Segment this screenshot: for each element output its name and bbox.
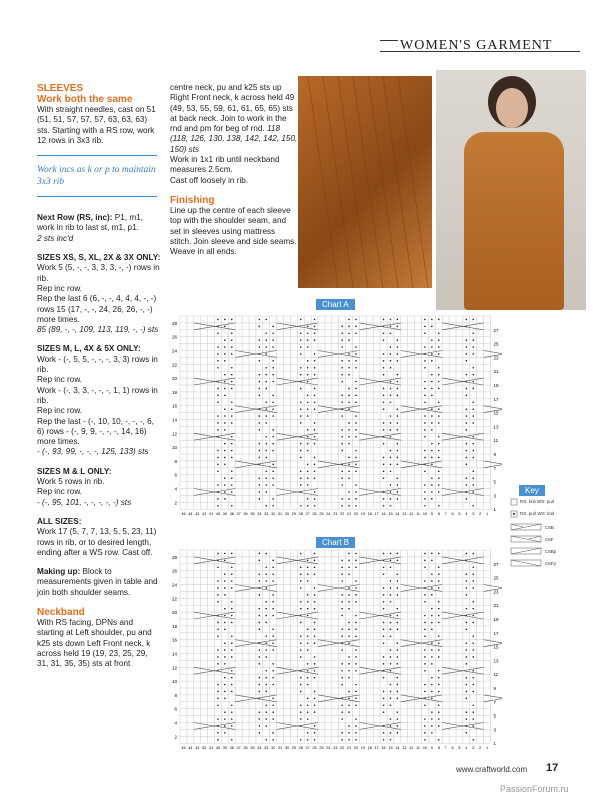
finishing-text: Line up the centre of each sleeve top with the shoulder seam, and set in sleeves using mattress stitch. Join sleeve and side seams. Weave in all ends. bbox=[170, 205, 297, 257]
col-label: 9 bbox=[430, 746, 433, 750]
model-photo bbox=[436, 70, 586, 310]
col-label: 8 bbox=[437, 512, 440, 517]
sizes1-text3: Rep the last 6 (6, -, -, 4, 4, 4, -, -) rows 15 (17, -, -, 24, 26, 26, -, -) more times. bbox=[37, 294, 157, 324]
col-label: 11 bbox=[416, 512, 421, 517]
sleeves-title: SLEEVES bbox=[37, 83, 84, 94]
row-label-left: 6 bbox=[174, 472, 177, 478]
row-label-right: 7 bbox=[493, 465, 497, 471]
row-label-right: 1 bbox=[493, 741, 497, 747]
key-title: Key bbox=[519, 485, 545, 496]
row-label-left: 16 bbox=[171, 637, 177, 643]
row-label-left: 16 bbox=[171, 403, 177, 409]
col-label: 9 bbox=[430, 512, 433, 517]
col-label: 40 bbox=[215, 746, 221, 750]
neckband-text: With RS facing, DPNs and starting at Left shoulder, pu and k25 sts down Left Front neck, k across held 19 (19, 23, 25, 29, 31, 31, 35, 35) sts at front bbox=[37, 617, 152, 669]
row-label-left: 10 bbox=[171, 445, 177, 451]
col-label: 19 bbox=[360, 746, 365, 750]
row-label-right: 15 bbox=[493, 410, 499, 416]
sizes3-text1: Work 5 rows in rib. bbox=[37, 477, 105, 487]
col-label: 7 bbox=[444, 746, 447, 750]
col-label: 17 bbox=[374, 746, 379, 750]
next-row-label: Next Row (RS, inc): bbox=[37, 213, 113, 223]
col-label: 44 bbox=[188, 746, 193, 750]
col-label: 24 bbox=[326, 746, 331, 750]
col-label: 35 bbox=[250, 512, 255, 517]
col-label: 12 bbox=[409, 746, 414, 750]
chart-a-title: Chart A bbox=[316, 299, 355, 310]
col-label: 40 bbox=[215, 512, 221, 517]
key-item-c6b: C6B bbox=[545, 525, 554, 530]
section-title: WOMEN'S GARMENT bbox=[400, 38, 553, 53]
col-label: 32 bbox=[271, 746, 276, 750]
col-label: 41 bbox=[208, 746, 214, 750]
col-label: 5 bbox=[458, 746, 461, 750]
row-label-left: 12 bbox=[171, 665, 177, 671]
row-label-right: 23 bbox=[493, 355, 499, 361]
row-label-left: 28 bbox=[171, 554, 177, 560]
finishing-title: Finishing bbox=[170, 194, 215, 206]
row-label-right: 9 bbox=[493, 452, 497, 457]
mid-text1-count: 118 (118, 126, 130, 138, 142, 142, 150, 150) sts bbox=[170, 124, 298, 154]
col-label: 36 bbox=[243, 746, 248, 750]
row-label-right: 3 bbox=[493, 727, 497, 733]
col-label: 1 bbox=[485, 512, 489, 517]
key-item-c6f: C6F bbox=[545, 537, 554, 542]
row-label-left: 4 bbox=[174, 486, 177, 492]
col-label: 32 bbox=[271, 512, 276, 517]
col-label: 42 bbox=[202, 512, 207, 517]
callout-text: Work incs as k or p to maintain 3x3 rib bbox=[37, 165, 156, 188]
col-label: 33 bbox=[264, 512, 269, 517]
mid-text1-main: centre neck, pu and k25 sts up Right Front neck, k across held 49 (49, 53, 55, 59, 61, 61, 65, 65) sts at back neck. Join to work in the rnd and pm for beg of rnd. bbox=[170, 83, 295, 134]
row-label-right: 5 bbox=[493, 479, 497, 485]
row-label-right: 27 bbox=[493, 327, 499, 333]
col-label: 37 bbox=[236, 746, 241, 750]
col-label: 45 bbox=[181, 512, 186, 517]
row-label-right: 1 bbox=[493, 507, 497, 513]
row-label-right: 5 bbox=[493, 713, 497, 719]
sizes1-text1: Work 5 (5, -, -, 3, 3, 3, -, -) rows in rib. bbox=[37, 263, 160, 283]
col-label: 20 bbox=[353, 746, 359, 750]
col-label: 10 bbox=[422, 512, 428, 517]
making-up-label: Making up: bbox=[37, 567, 81, 577]
col-label: 39 bbox=[222, 512, 227, 517]
row-label-left: 2 bbox=[174, 500, 177, 506]
sweater-detail-photo bbox=[298, 76, 432, 288]
key-item-purl: RS: purl WS: knit bbox=[520, 511, 555, 516]
sizes2-text2: Rep inc row. bbox=[37, 375, 83, 385]
col-label: 21 bbox=[346, 512, 352, 517]
col-label: 27 bbox=[305, 746, 310, 750]
row-label-right: 3 bbox=[493, 493, 497, 499]
next-row-text: P1, m1, work in rib to last st, m1, p1. bbox=[37, 213, 144, 233]
left-column bbox=[37, 83, 161, 669]
callout-rule-top bbox=[37, 155, 157, 156]
row-label-right: 17 bbox=[493, 396, 499, 402]
col-label: 26 bbox=[312, 512, 317, 517]
col-label: 5 bbox=[458, 512, 461, 517]
chart-key bbox=[507, 485, 587, 575]
row-label-left: 20 bbox=[171, 610, 177, 616]
row-label-right: 25 bbox=[493, 575, 499, 581]
col-label: 34 bbox=[257, 512, 262, 517]
col-label: 16 bbox=[381, 746, 386, 750]
next-row-count: 2 sts inc'd bbox=[37, 233, 74, 243]
row-label-left: 4 bbox=[174, 720, 177, 726]
row-label-right: 9 bbox=[493, 686, 497, 691]
col-label: 39 bbox=[222, 746, 227, 750]
col-label: 41 bbox=[208, 512, 214, 517]
row-label-right: 21 bbox=[493, 603, 499, 609]
col-label: 10 bbox=[422, 746, 428, 750]
col-label: 15 bbox=[388, 746, 393, 750]
col-label: 21 bbox=[346, 746, 352, 750]
col-label: 4 bbox=[465, 746, 468, 750]
col-label: 43 bbox=[195, 512, 200, 517]
col-label: 16 bbox=[381, 512, 386, 517]
col-label: 14 bbox=[395, 746, 400, 750]
sizes2-text4: Rep inc row. bbox=[37, 406, 83, 416]
all-sizes-text: Work 17 (5, 7, 7, 13, 5, 5, 23, 11) rows in rib, or to desired length, ending after a WS row. Cast off. bbox=[37, 527, 157, 557]
col-label: 31 bbox=[277, 512, 283, 517]
col-label: 45 bbox=[181, 746, 186, 750]
sizes2-title: SIZES M, L, 4X & 5X ONLY: bbox=[37, 344, 141, 354]
col-label: 31 bbox=[277, 746, 283, 750]
row-label-left: 14 bbox=[171, 651, 177, 657]
row-label-left: 24 bbox=[171, 582, 177, 588]
row-label-left: 24 bbox=[171, 348, 177, 354]
sizes1-count: 85 (89, -, -, 109, 113, 119, -, -) sts bbox=[37, 325, 159, 335]
col-label: 6 bbox=[451, 746, 454, 750]
col-label: 17 bbox=[374, 512, 379, 517]
page-number: 17 bbox=[546, 762, 559, 774]
col-label: 38 bbox=[229, 746, 234, 750]
col-label: 29 bbox=[291, 512, 296, 517]
col-label: 24 bbox=[326, 512, 331, 517]
key-item-c6fp: C6Fp bbox=[545, 561, 557, 566]
col-label: 19 bbox=[360, 512, 365, 517]
footer-site: www.craftworld.com bbox=[456, 765, 528, 774]
row-label-right: 25 bbox=[493, 341, 499, 347]
sizes1-text2: Rep inc row. bbox=[37, 283, 83, 293]
col-label: 22 bbox=[340, 512, 345, 517]
neckband-title: Neckband bbox=[37, 606, 85, 618]
col-label: 3 bbox=[472, 512, 475, 517]
col-label: 28 bbox=[298, 512, 303, 517]
col-label: 22 bbox=[340, 746, 345, 750]
middle-column bbox=[170, 83, 298, 257]
col-label: 35 bbox=[250, 746, 255, 750]
col-label: 18 bbox=[367, 512, 372, 517]
col-label: 2 bbox=[479, 746, 482, 750]
row-label-left: 18 bbox=[171, 389, 177, 395]
row-label-right: 15 bbox=[493, 644, 499, 650]
watermark: PassionForum.ru bbox=[500, 784, 569, 794]
col-label: 12 bbox=[409, 512, 414, 517]
col-label: 14 bbox=[395, 512, 400, 517]
col-label: 13 bbox=[402, 512, 407, 517]
header-rule bbox=[380, 51, 580, 52]
col-label: 30 bbox=[284, 512, 290, 517]
mid-text2: Work in 1x1 rib until neckband measures 2.5cm. bbox=[170, 155, 280, 175]
row-label-right: 23 bbox=[493, 589, 499, 595]
row-label-left: 2 bbox=[174, 734, 177, 740]
sizes2-text5: Rep the last - (-, 10, 10, -, -, -, 6, 6) rows - (-, 9, 9, -, -, -, 14, 16) more times. bbox=[37, 416, 154, 447]
col-label: 7 bbox=[444, 512, 447, 517]
next-row-para bbox=[37, 213, 161, 244]
col-label: 25 bbox=[319, 512, 324, 517]
col-label: 20 bbox=[353, 512, 359, 517]
col-label: 15 bbox=[388, 512, 393, 517]
chart-b-title: Chart B bbox=[316, 537, 355, 548]
row-label-left: 14 bbox=[171, 417, 177, 423]
mid-text1 bbox=[170, 83, 298, 155]
col-label: 1 bbox=[485, 746, 489, 750]
row-label-right: 17 bbox=[493, 630, 499, 636]
row-label-right: 27 bbox=[493, 561, 499, 567]
callout-rule-bottom bbox=[37, 196, 157, 197]
row-label-left: 18 bbox=[171, 623, 177, 629]
sizes3-count: - (-, 95, 101, -, -, -, -, -) sts bbox=[37, 497, 132, 507]
sizes1-title: SIZES XS, S, XL, 2X & 3X ONLY: bbox=[37, 253, 161, 263]
sleeves-subtitle: Work both the same bbox=[37, 94, 133, 105]
col-label: 4 bbox=[465, 512, 468, 517]
row-label-left: 22 bbox=[171, 596, 177, 602]
row-label-right: 19 bbox=[493, 383, 499, 388]
row-label-left: 22 bbox=[171, 362, 177, 368]
sleeves-text: With straight needles, cast on 51 (51, 51, 57, 57, 57, 63, 63, 63) sts. Starting with a RS row, work 12 rows in 3x3 rib. bbox=[37, 105, 156, 145]
col-label: 42 bbox=[202, 746, 207, 750]
col-label: 6 bbox=[451, 512, 454, 517]
row-label-right: 13 bbox=[493, 424, 499, 430]
sizes3-text2: Rep inc row. bbox=[37, 487, 83, 497]
col-label: 11 bbox=[416, 746, 421, 750]
col-label: 37 bbox=[236, 512, 241, 517]
row-label-right: 7 bbox=[493, 699, 497, 705]
key-item-knit: RS: knit WS: purl bbox=[520, 499, 555, 504]
sizes3-title: SIZES M & L ONLY: bbox=[37, 466, 112, 476]
row-label-right: 11 bbox=[493, 672, 499, 678]
col-label: 18 bbox=[367, 746, 372, 750]
col-label: 36 bbox=[243, 512, 248, 517]
col-label: 23 bbox=[333, 512, 338, 517]
col-label: 38 bbox=[229, 512, 234, 517]
col-label: 34 bbox=[257, 746, 262, 750]
chart-a bbox=[166, 310, 502, 525]
making-up-para bbox=[37, 567, 161, 598]
row-label-right: 13 bbox=[493, 658, 499, 664]
making-up-text: Block to measurements given in table and join both shoulder seams. bbox=[37, 567, 158, 597]
header-rule-short bbox=[380, 40, 398, 41]
sizes2-count: - (-, 93, 99, -, -, -, 125, 133) sts bbox=[37, 447, 149, 457]
sizes2-text1: Work - (-, 5, 5, -, -, -, 3, 3) rows in rib. bbox=[37, 354, 158, 375]
col-label: 2 bbox=[479, 512, 482, 517]
row-label-left: 26 bbox=[171, 568, 177, 574]
chart-b bbox=[166, 548, 502, 750]
key-item-c6bp: C6Bp bbox=[545, 549, 557, 554]
row-label-left: 12 bbox=[171, 431, 177, 437]
row-label-left: 8 bbox=[174, 692, 177, 698]
col-label: 30 bbox=[284, 746, 290, 750]
col-label: 43 bbox=[195, 746, 200, 750]
col-label: 3 bbox=[472, 746, 475, 750]
col-label: 25 bbox=[319, 746, 324, 750]
row-label-right: 11 bbox=[493, 438, 499, 444]
col-label: 33 bbox=[264, 746, 269, 750]
col-label: 44 bbox=[188, 512, 193, 517]
row-label-right: 19 bbox=[493, 617, 499, 622]
col-label: 28 bbox=[298, 746, 303, 750]
row-label-left: 26 bbox=[171, 334, 177, 340]
row-label-left: 8 bbox=[174, 458, 177, 464]
sizes2-text3: Work - (-, 3, 3, -, -, -, 1, 1) rows in rib. bbox=[37, 385, 158, 405]
row-label-left: 20 bbox=[171, 376, 177, 382]
col-label: 29 bbox=[291, 746, 296, 750]
row-label-right: 21 bbox=[493, 369, 499, 375]
row-label-left: 28 bbox=[171, 320, 177, 326]
row-label-left: 10 bbox=[171, 679, 177, 685]
col-label: 26 bbox=[312, 746, 317, 750]
col-label: 27 bbox=[305, 512, 310, 517]
row-label-left: 6 bbox=[174, 706, 177, 712]
col-label: 13 bbox=[402, 746, 407, 750]
col-label: 8 bbox=[437, 746, 440, 750]
all-sizes-title: ALL SIZES: bbox=[37, 516, 82, 526]
mid-text3: Cast off loosely in rib. bbox=[170, 175, 249, 185]
col-label: 23 bbox=[333, 746, 338, 750]
